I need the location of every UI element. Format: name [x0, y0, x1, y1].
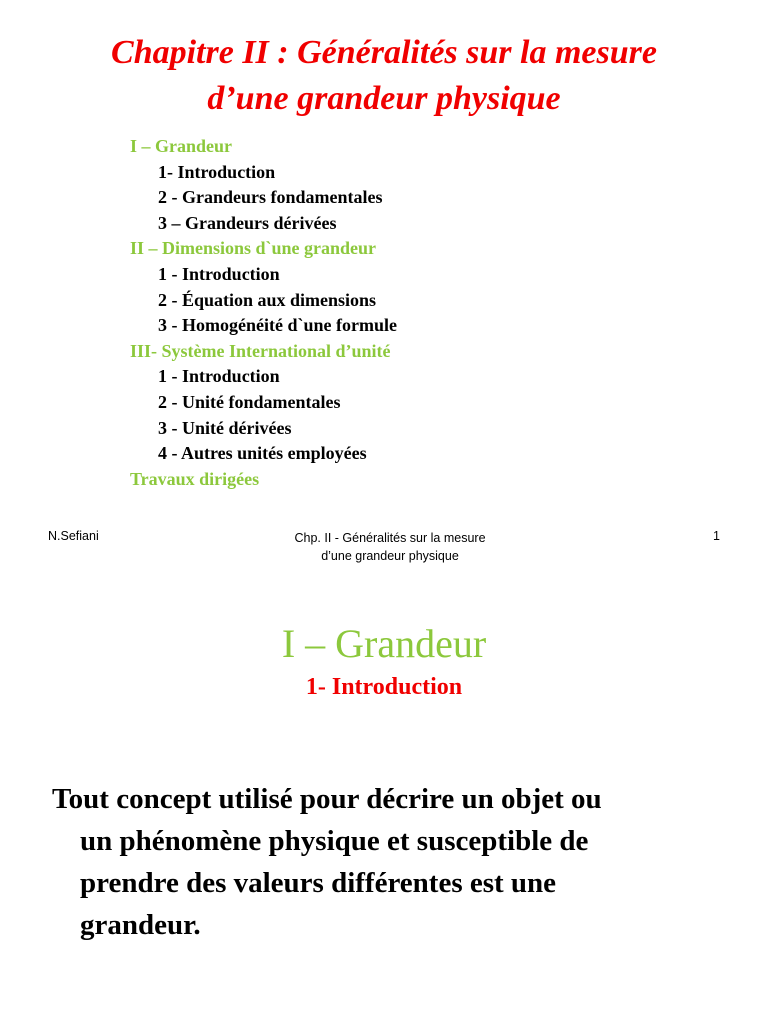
toc-subsection-item: 2 - Équation aux dimensions	[158, 289, 377, 310]
toc-section-item: II – Dimensions d`une grandeur	[130, 238, 377, 259]
toc-subsection-item: 1- Introduction	[158, 161, 276, 182]
toc-section-item: I – Grandeur	[130, 136, 233, 156]
toc-subsection-item: 2 - Grandeurs fondamentales	[158, 187, 383, 208]
footer-chapter-title	[234, 529, 546, 565]
toc-subsection-item: 3 - Homogénéité d`une formule	[158, 315, 397, 336]
paragraph-line-3: prendre des valeurs différentes est une	[80, 867, 557, 899]
section-heading: I – Grandeur	[281, 621, 487, 666]
paragraph-line-2: un phénomène physique et susceptible de	[80, 825, 589, 857]
toc-section-item: III- Système International d’unité	[130, 340, 391, 361]
footer-author: N.Sefiani	[48, 529, 99, 543]
chapter-title-line-2: d’une grandeur physique	[207, 80, 561, 117]
paragraph-line-1: Tout concept utilisé pour décrire un objet ou	[52, 783, 602, 815]
toc-subsection-item: 3 – Grandeurs dérivées	[158, 212, 337, 233]
chapter-title-line-1: Chapitre II : Généralités sur la mesure	[111, 34, 657, 71]
toc-subsection-item: 1 - Introduction	[158, 263, 280, 284]
footer-page-number: 1	[713, 529, 720, 543]
footer-chapter-title-line-1: Chp. II - Généralités sur la mesure	[294, 531, 486, 545]
toc-subsection-item: 1 - Introduction	[158, 366, 280, 387]
subsection-heading: 1- Introduction	[305, 674, 463, 700]
table-of-contents	[130, 134, 397, 492]
footer-chapter-title-line-2: d’une grandeur physique	[321, 549, 459, 563]
slide-2	[0, 580, 768, 1024]
chapter-title	[0, 30, 768, 122]
toc-subsection-item: 2 - Unité fondamentales	[158, 391, 341, 412]
paragraph-line-4: grandeur.	[80, 909, 201, 941]
toc-section-item: Travaux dirigées	[130, 468, 260, 489]
toc-subsection-item: 4 - Autres unités employées	[158, 443, 367, 464]
toc-subsection-item: 3 - Unité dérivées	[158, 417, 292, 438]
definition-paragraph	[52, 778, 732, 946]
